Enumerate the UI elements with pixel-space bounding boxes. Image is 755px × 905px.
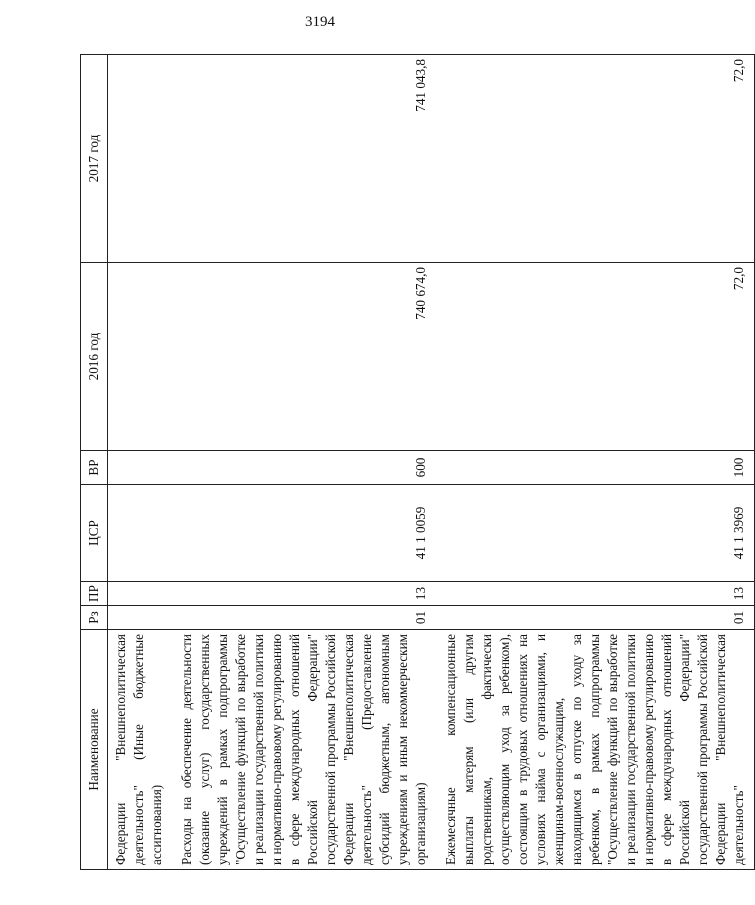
row-pr	[108, 582, 173, 606]
budget-table	[80, 54, 755, 870]
table-row	[108, 55, 173, 870]
row-name: Расходы на обеспечение деятельности (оказание услуг) государственных учреждений в рамках подпрограммы "Осуществление функций по выработке и реализации государственной политики и нормативно-правовому регулированию в сфере международных отношений Российской Федерации" государственной программы Российской Федерации "Внешнеполитическая деятельность" (Предоставление субсидий бюджетным, автономным учреждениям и иным некоммерческим организациям)	[172, 630, 436, 870]
row-vr: 600	[172, 451, 436, 485]
row-csr	[108, 485, 173, 582]
header-2016: 2016 год	[81, 263, 108, 451]
row-pr: 13	[172, 582, 436, 606]
row-rz	[108, 606, 173, 630]
page-number: 3194	[305, 14, 335, 30]
table-row	[436, 55, 755, 870]
header-pr: ПР	[81, 582, 108, 606]
header-vr: ВР	[81, 451, 108, 485]
row-csr: 41 1 3969	[436, 485, 755, 582]
row-2016	[108, 263, 173, 451]
row-rz: 01	[172, 606, 436, 630]
row-vr	[108, 451, 173, 485]
row-name: Ежемесячные компенсационные выплаты матерям (или другим родственникам, фактически осуществляющим уход за ребенком), состоящим в трудовых отношениях на условиях найма с организациями, и женщинам-военнослужащим, находящимся в отпуске по уходу за ребенком, в рамках подпрограммы "Осуществление функций по выработке и реализации государственной политики и нормативно-правовому регулированию в сфере международных отношений Российской Федерации" государственной программы Российской Федерации "Внешнеполитическая деятельность"	[436, 630, 755, 870]
row-2017	[108, 55, 173, 263]
row-vr: 100	[436, 451, 755, 485]
rotated-table-container	[80, 55, 746, 870]
table-row	[172, 55, 436, 870]
row-2016: 72,0	[436, 263, 755, 451]
header-rz: Рз	[81, 606, 108, 630]
row-2017: 72,0	[436, 55, 755, 263]
row-rz: 01	[436, 606, 755, 630]
row-2016: 740 674,0	[172, 263, 436, 451]
table-header-row	[81, 55, 108, 870]
header-csr: ЦСР	[81, 485, 108, 582]
row-csr: 41 1 0059	[172, 485, 436, 582]
row-pr: 13	[436, 582, 755, 606]
header-name: Наименование	[81, 630, 108, 870]
row-name: Федерации "Внешнеполитическая деятельность" (Иные бюджетные ассигнования)	[108, 630, 173, 870]
header-2017: 2017 год	[81, 55, 108, 263]
row-2017: 741 043,8	[172, 55, 436, 263]
